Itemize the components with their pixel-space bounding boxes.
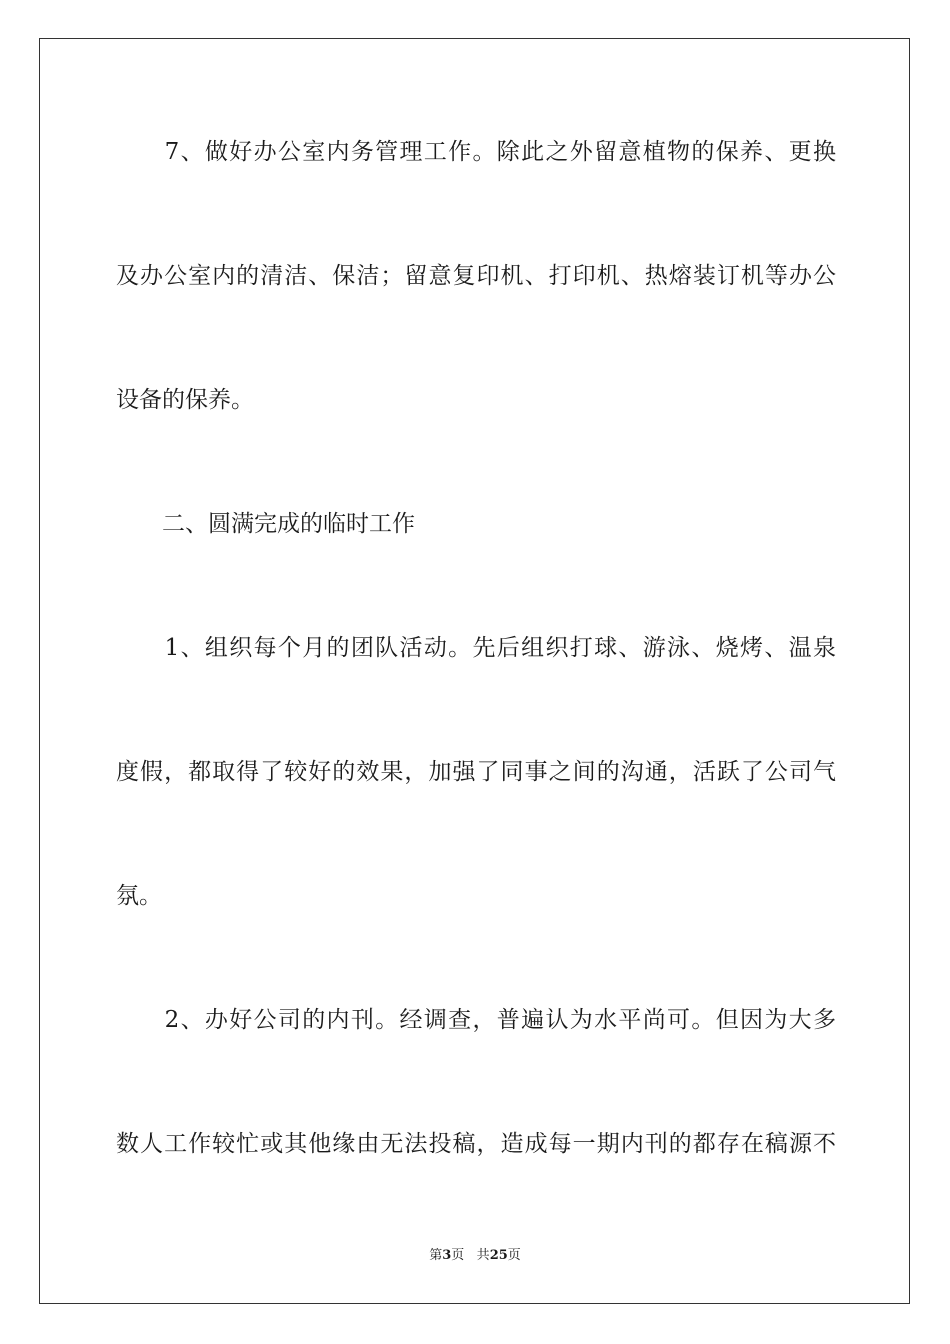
text-line: 设备的保养。 (116, 387, 254, 413)
text-line: 及办公室内的清洁、保洁；留意复印机、打印机、热熔装订机等办公 (116, 263, 836, 289)
text-line: 1、组织每个月的团队活动。先后组织打球、游泳、烧烤、温泉 (116, 635, 836, 661)
page-suffix: 页 (451, 1248, 465, 1263)
text-line: 氛。 (116, 883, 162, 909)
text-line: 2、办好公司的内刊。经调查，普遍认为水平尚可。但因为大多 (116, 1007, 836, 1033)
total-suffix: 页 (507, 1248, 521, 1263)
section-heading: 二、圆满完成的临时工作 (116, 511, 415, 537)
page-number: 3 (442, 1248, 452, 1263)
page-border (39, 38, 910, 1304)
text-line: 数人工作较忙或其他缘由无法投稿，造成每一期内刊的都存在稿源不 (116, 1131, 836, 1157)
text-line: 7、做好办公室内务管理工作。除此之外留意植物的保养、更换 (116, 139, 836, 165)
page-prefix: 第 (429, 1248, 443, 1263)
page-footer (0, 1247, 950, 1265)
text-line: 度假，都取得了较好的效果，加强了同事之间的沟通，活跃了公司气 (116, 759, 836, 785)
total-prefix: 共 (476, 1248, 490, 1263)
total-pages: 25 (489, 1248, 508, 1263)
